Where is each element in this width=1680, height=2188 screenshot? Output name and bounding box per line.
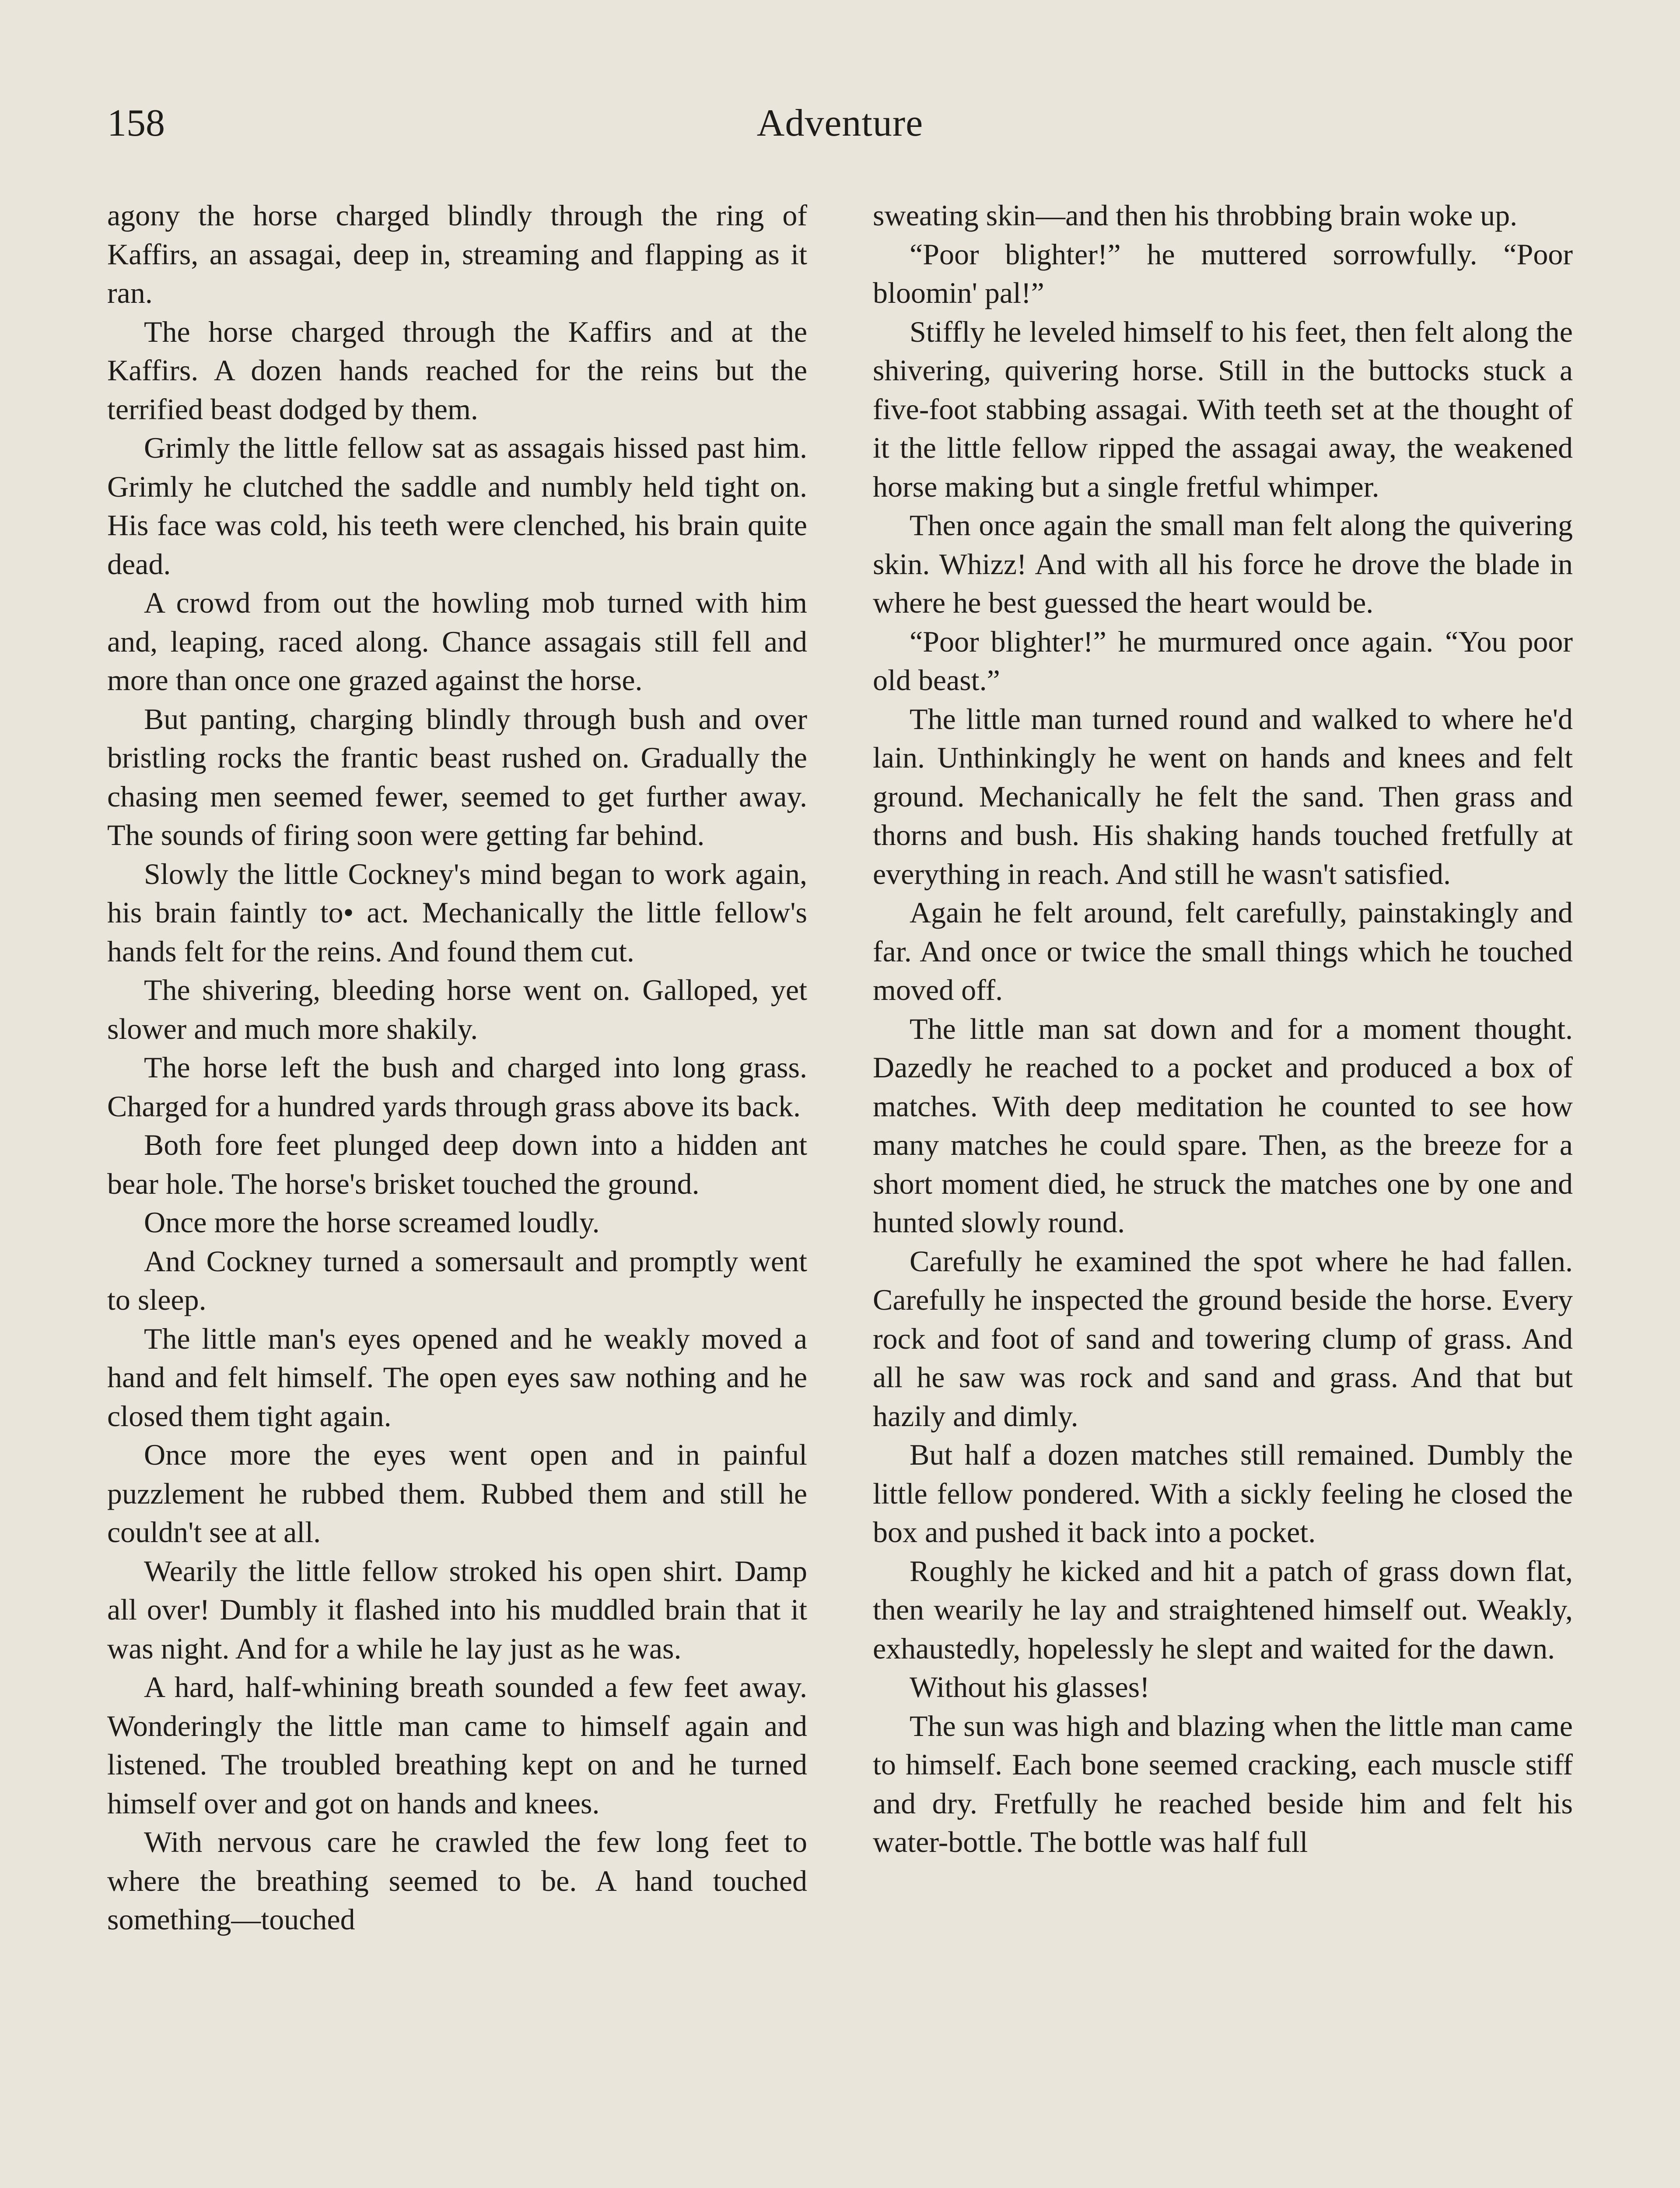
- paragraph: Wearily the little fellow stroked his open shirt. Damp all over! Dumbly it flashed into his muddled brain that it was night. And for a while he lay just as he was.: [107, 1554, 807, 1665]
- right-column: [873, 196, 1573, 2188]
- paragraph: Stiffly he leveled himself to his feet, then felt along the shivering, quivering horse. Still in the buttocks stuck a five-foot stabbing assagai. With teeth set at the thought of it the little fellow ripped the assagai away, the weakened horse making but a single fretful whimper.: [873, 315, 1573, 503]
- paragraph: Slowly the little Cockney's mind began to work again, his brain faintly to• act. Mechanically the little fellow's hands felt for the reins. And found them cut.: [107, 857, 807, 968]
- paragraph: The sun was high and blazing when the little man came to himself. Each bone seemed cracking, each muscle stiff and dry. Fretfully he reached beside him and felt his water-bottle. The bottle was half full: [873, 1709, 1573, 1858]
- paragraph: Then once again the small man felt along the quivering skin. Whizz! And with all his force he drove the blade in where he best guessed the heart would be.: [873, 508, 1573, 619]
- paragraph: A hard, half-whining breath sounded a few feet away. Wonderingly the little man came to himself again and listened. The troubled breathing kept on and he turned himself over and got on hands and knees.: [107, 1670, 807, 1820]
- paragraph: The little man turned round and walked to where he'd lain. Unthinkingly he went on hands and knees and felt ground. Mechanically he felt the sand. Then grass and thorns and bush. His shaking hands touched fretfully at everything in reach. And still he wasn't satisfied.: [873, 702, 1573, 891]
- page-number: 158: [107, 102, 165, 144]
- magazine-title: Adventure: [756, 102, 924, 144]
- paragraph: Once more the eyes went open and in painful puzzlement he rubbed them. Rubbed them and still he couldn't see at all.: [107, 1438, 807, 1549]
- paragraph: But half a dozen matches still remained. Dumbly the little fellow pondered. With a sickly feeling he closed the box and pushed it back into a pocket.: [873, 1438, 1573, 1549]
- paragraph: “Poor blighter!” he murmured once again. “You poor old beast.”: [873, 624, 1573, 697]
- paragraph: Once more the horse screamed loudly.: [144, 1206, 600, 1239]
- paragraph: Roughly he kicked and hit a patch of grass down flat, then wearily he lay and straightened himself out. Weakly, exhaustedly, hopelessly he slept and waited for the dawn.: [873, 1554, 1573, 1665]
- paragraph: agony the horse charged blindly through the ring of Kaffirs, an assagai, deep in, streaming and flapping as it ran.: [107, 199, 807, 309]
- paragraph: With nervous care he crawled the few long feet to where the breathing seemed to be. A hand touched something—touched: [107, 1825, 807, 1936]
- paragraph: Without his glasses!: [910, 1670, 1150, 1704]
- paragraph: Carefully he examined the spot where he had fallen. Carefully he inspected the ground beside the horse. Every rock and foot of sand and towering clump of grass. And all he saw was rock and sand and grass. And that but hazily and dimly.: [873, 1244, 1573, 1433]
- left-column: [107, 196, 807, 2188]
- paragraph: The little man's eyes opened and he weakly moved a hand and felt himself. The open eyes saw nothing and he closed them tight again.: [107, 1322, 807, 1433]
- running-head: [107, 102, 1573, 154]
- paragraph: And Cockney turned a somersault and promptly went to sleep.: [107, 1244, 807, 1316]
- paragraph: sweating skin—and then his throbbing brain woke up.: [873, 199, 1518, 232]
- paragraph: Both fore feet plunged deep down into a hidden ant bear hole. The horse's brisket touched the ground.: [107, 1128, 807, 1200]
- paragraph: A crowd from out the howling mob turned with him and, leaping, raced along. Chance assagais still fell and more than once one grazed against the horse.: [107, 586, 807, 697]
- paragraph: The horse left the bush and charged into long grass. Charged for a hundred yards through grass above its back.: [107, 1051, 807, 1123]
- paragraph: The shivering, bleeding horse went on. Galloped, yet slower and much more shakily.: [107, 973, 807, 1045]
- paragraph: But panting, charging blindly through bush and over bristling rocks the frantic beast rushed on. Gradually the chasing men seemed fewer, seemed to get further away. The sounds of firing soon were getting far behind.: [107, 702, 807, 852]
- paragraph: “Poor blighter!” he muttered sorrowfully. “Poor bloomin' pal!”: [873, 237, 1573, 309]
- paragraph: The horse charged through the Kaffirs and at the Kaffirs. A dozen hands reached for the reins but the terrified beast dodged by them.: [107, 315, 807, 426]
- paragraph: Grimly the little fellow sat as assagais hissed past him. Grimly he clutched the saddle and numbly held tight on. His face was cold, his teeth were clenched, his brain quite dead.: [107, 431, 807, 581]
- paragraph: The little man sat down and for a moment thought. Dazedly he reached to a pocket and produced a box of matches. With deep meditation he counted to see how many matches he could spare. Then, as the breeze for a short moment died, he struck the matches one by one and hunted slowly round.: [873, 1012, 1573, 1239]
- text-columns: [107, 196, 1573, 2188]
- paragraph: Again he felt around, felt carefully, painstakingly and far. And once or twice the small things which he touched moved off.: [873, 896, 1573, 1006]
